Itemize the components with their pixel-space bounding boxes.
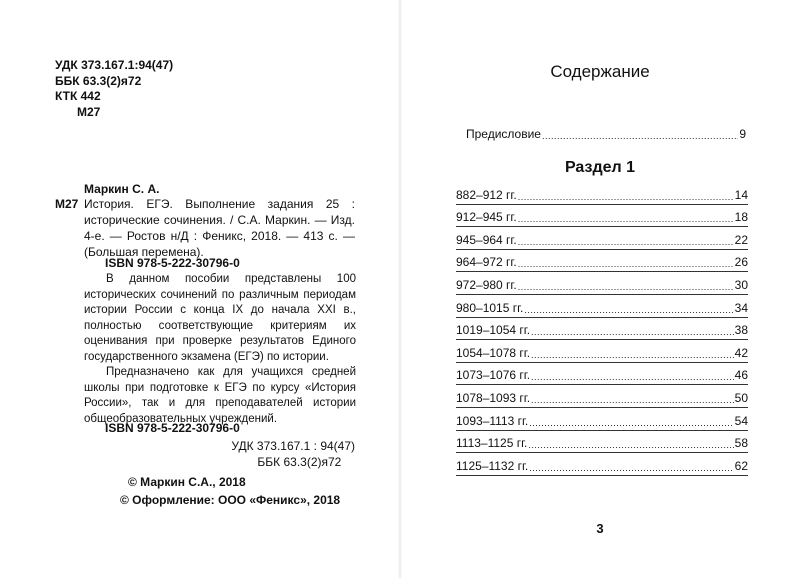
bbk-code: ББК 63.3(2)я72: [55, 73, 142, 88]
toc-entry[interactable]: [456, 295, 748, 318]
toc-entry-page: 38: [734, 323, 748, 338]
annotation-paragraph: Предназначено как для учащихся средней школы при подготовке к ЕГЭ по курсу «История России», так и для преподавателей истории общеобразовательных учреждений.: [84, 366, 356, 425]
dot-leader: [518, 259, 734, 269]
toc-entry[interactable]: [456, 408, 748, 431]
author-name: Маркин С. А.: [84, 182, 160, 196]
page-number: 3: [596, 521, 604, 536]
dot-leader: [528, 440, 733, 450]
copyright-block: [120, 473, 340, 509]
toc-entry-page: 9: [739, 126, 746, 141]
annotation: [84, 272, 356, 427]
toc-entry-page: 26: [734, 255, 748, 270]
toc-entry[interactable]: [456, 205, 748, 228]
classification-codes: [55, 58, 173, 120]
toc-entry-label: 1113–1125 гг.: [456, 436, 528, 451]
author-mark: М27: [77, 104, 101, 119]
toc-entry[interactable]: [456, 431, 748, 454]
dot-leader: [531, 327, 734, 337]
section-heading: Раздел 1: [564, 159, 636, 176]
toc-entry-label: 980–1015 гг.: [456, 300, 524, 315]
copyright-design: © Оформление: ООО «Феникс», 2018: [120, 493, 341, 507]
toc-entry-label: 1073–1076 гг.: [456, 368, 531, 383]
toc-entry[interactable]: [456, 182, 748, 205]
toc-entry-label: 1019–1054 гг.: [456, 323, 531, 338]
udk-code: УДК 373.167.1:94(47): [55, 58, 174, 72]
copyright-author: © Маркин С.А., 2018: [128, 475, 246, 489]
bibliographic-entry: [55, 196, 355, 260]
entry-description: История. ЕГЭ. Выполнение задания 25 : исторические сочинения. / С.А. Маркин. — Изд. 4-е. — Ростов н/Д : Феникс, 2018. — 413 с. — (Большая перемена).: [84, 197, 355, 259]
toc-entry-label: 1054–1078 гг.: [456, 345, 531, 360]
toc-list: [456, 182, 748, 476]
toc-entry-page: 62: [734, 458, 748, 473]
toc-entry[interactable]: [456, 227, 748, 250]
dot-leader: [518, 214, 734, 224]
dot-leader: [542, 131, 738, 141]
bottom-codes: [231, 438, 355, 470]
contents-page: [400, 0, 800, 578]
toc-entry-page: 22: [734, 232, 748, 247]
toc-entry-page: 18: [734, 210, 748, 225]
dot-leader: [524, 305, 733, 315]
toc-entry-page: 46: [734, 368, 748, 383]
toc-entry-label: 912–945 гг.: [456, 210, 517, 225]
toc-entry[interactable]: [456, 340, 748, 363]
toc-entry[interactable]: [456, 385, 748, 408]
toc-entry-label: 964–972 гг.: [456, 255, 517, 270]
author-line: [55, 181, 355, 197]
dot-leader: [518, 192, 734, 202]
toc-entry-page: 14: [734, 187, 748, 202]
bbk-code-bottom: ББК 63.3(2)я72: [257, 455, 342, 469]
dot-leader: [531, 350, 734, 360]
toc-entry-page: 34: [734, 300, 748, 315]
toc-entry[interactable]: [456, 318, 748, 341]
dot-leader: [531, 395, 734, 405]
contents-title: Содержание: [550, 62, 650, 81]
toc-entry-label: 1125–1132 гг.: [456, 458, 529, 473]
toc-entry[interactable]: [456, 250, 748, 273]
toc-entry-page: 30: [734, 277, 748, 292]
udk-code-bottom: УДК 373.167.1 : 94(47): [231, 439, 355, 453]
isbn-top: ISBN 978-5-222-30796-0: [105, 256, 240, 270]
toc-entry-label: 1093–1113 гг.: [456, 413, 529, 428]
toc-entry-page: 54: [734, 413, 748, 428]
dot-leader: [529, 463, 733, 473]
toc-entry-page: 42: [734, 345, 748, 360]
entry-code: М27: [55, 197, 79, 211]
toc-entry-page: 58: [734, 436, 748, 451]
toc-entry[interactable]: [456, 363, 748, 386]
isbn-bottom: ISBN 978-5-222-30796-0: [105, 421, 240, 435]
dot-leader: [529, 418, 733, 428]
toc-entry-label: 1078–1093 гг.: [456, 390, 531, 405]
toc-entry-page: 50: [734, 390, 748, 405]
ktk-code: КТК 442: [55, 89, 101, 103]
toc-entry-label: 945–964 гг.: [456, 232, 517, 247]
toc-entry[interactable]: [456, 272, 748, 295]
toc-preface[interactable]: [466, 120, 746, 143]
dot-leader: [518, 282, 734, 292]
dot-leader: [531, 372, 734, 382]
toc-entry-label: 972–980 гг.: [456, 277, 517, 292]
toc-entry-label: Предисловие: [466, 126, 541, 141]
dot-leader: [518, 237, 734, 247]
toc-entry[interactable]: [456, 453, 748, 476]
annotation-paragraph: В данном пособии представлены 100 исторических сочинений по различным периодам истории России с конца IX до начала XXI в., полностью соответствующие критериям их оценивания при проверке результатов Единого государственного экзамена (ЕГЭ) по истории.: [84, 273, 356, 363]
toc-entry-label: 882–912 гг.: [456, 187, 517, 202]
